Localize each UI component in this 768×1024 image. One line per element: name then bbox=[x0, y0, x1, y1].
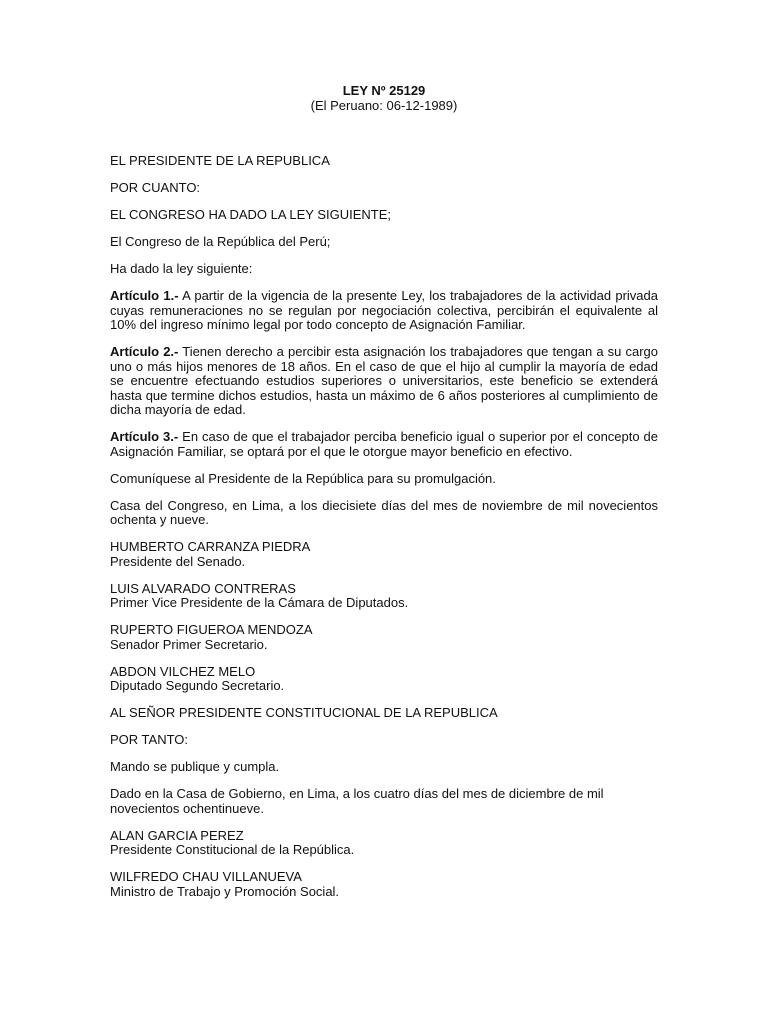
article-3-label: Artículo 3.- bbox=[110, 429, 179, 444]
document-header bbox=[0, 84, 768, 113]
signatory bbox=[110, 829, 658, 858]
por-tanto: POR TANTO: bbox=[110, 732, 189, 747]
law-title: LEY Nº 25129 bbox=[342, 83, 426, 98]
signatory-role: Presidente Constitucional de la República. bbox=[110, 842, 355, 857]
signatory-name: ALAN GARCIA PEREZ bbox=[110, 827, 244, 843]
document-body bbox=[110, 154, 658, 912]
signatory-role: Diputado Segundo Secretario. bbox=[110, 678, 285, 693]
signatory-name: RUPERTO FIGUEROA MENDOZA bbox=[110, 622, 313, 637]
por-cuanto: POR CUANTO: bbox=[110, 180, 201, 195]
signatory-name: LUIS ALVARADO CONTRERAS bbox=[110, 580, 296, 596]
article-3 bbox=[110, 430, 658, 459]
president-heading: EL PRESIDENTE DE LA REPUBLICA bbox=[110, 153, 330, 168]
signatory bbox=[110, 540, 658, 569]
article-2 bbox=[110, 345, 658, 418]
signatory-role: Ministro de Trabajo y Promoción Social. bbox=[110, 883, 340, 899]
congreso-ley: EL CONGRESO HA DADO LA LEY SIGUIENTE; bbox=[110, 207, 392, 222]
article-1-text: A partir de la vigencia de la presente Ley, los trabajadores de la actividad privada cuyas remuneraciones no se regulan por negociación colectiva, percibirán el equivalente al 10% del ingreso mínimo legal por todo concepto de Asignación Familiar. bbox=[110, 288, 658, 332]
comuniquese: Comuníquese al Presidente de la República para su promulgación. bbox=[110, 470, 496, 486]
signatory-name: WILFREDO CHAU VILLANUEVA bbox=[110, 869, 302, 884]
mando: Mando se publique y cumpla. bbox=[110, 759, 280, 774]
signatory bbox=[110, 623, 658, 652]
article-1 bbox=[110, 289, 658, 333]
casa-congreso: Casa del Congreso, en Lima, a los diecisiete días del mes de noviembre de mil novecientos ochenta y nueve. bbox=[110, 497, 658, 527]
signatory bbox=[110, 665, 658, 694]
article-3-text: En caso de que el trabajador perciba beneficio igual o superior por el concepto de Asignación Familiar, se optará por el que le otorgue mayor beneficio en efectivo. bbox=[110, 429, 658, 459]
al-senor-presidente: AL SEÑOR PRESIDENTE CONSTITUCIONAL DE LA REPUBLICA bbox=[110, 705, 498, 720]
signatory bbox=[110, 582, 658, 611]
article-2-text: Tienen derecho a percibir esta asignación los trabajadores que tengan a su cargo uno o más hijos menores de 18 años. En el caso de que el hijo al cumplir la mayoría de edad se encuentre efectuando estudios superiores o universitarios, este beneficio se extenderá hasta que termine dichos estudios, hasta un máximo de 6 años posteriores al cumplimiento de dicha mayoría de edad. bbox=[110, 344, 658, 417]
congreso-republica: El Congreso de la República del Perú; bbox=[110, 234, 331, 249]
law-subtitle: (El Peruano: 06-12-1989) bbox=[310, 97, 458, 113]
signatory-name: HUMBERTO CARRANZA PIEDRA bbox=[110, 539, 311, 554]
article-2-label: Artículo 2.- bbox=[110, 344, 179, 359]
ha-dado: Ha dado la ley siguiente: bbox=[110, 261, 253, 276]
dado-en: Dado en la Casa de Gobierno, en Lima, a los cuatro días del mes de diciembre de mil novecientos ochentinueve. bbox=[110, 786, 604, 816]
signatory-name: ABDON VILCHEZ MELO bbox=[110, 663, 256, 679]
signatory bbox=[110, 870, 658, 899]
signatory-role: Primer Vice Presidente de la Cámara de Diputados. bbox=[110, 595, 409, 610]
signatory-role: Senador Primer Secretario. bbox=[110, 636, 268, 652]
article-1-label: Artículo 1.- bbox=[110, 288, 179, 303]
signatory-role: Presidente del Senado. bbox=[110, 553, 246, 569]
